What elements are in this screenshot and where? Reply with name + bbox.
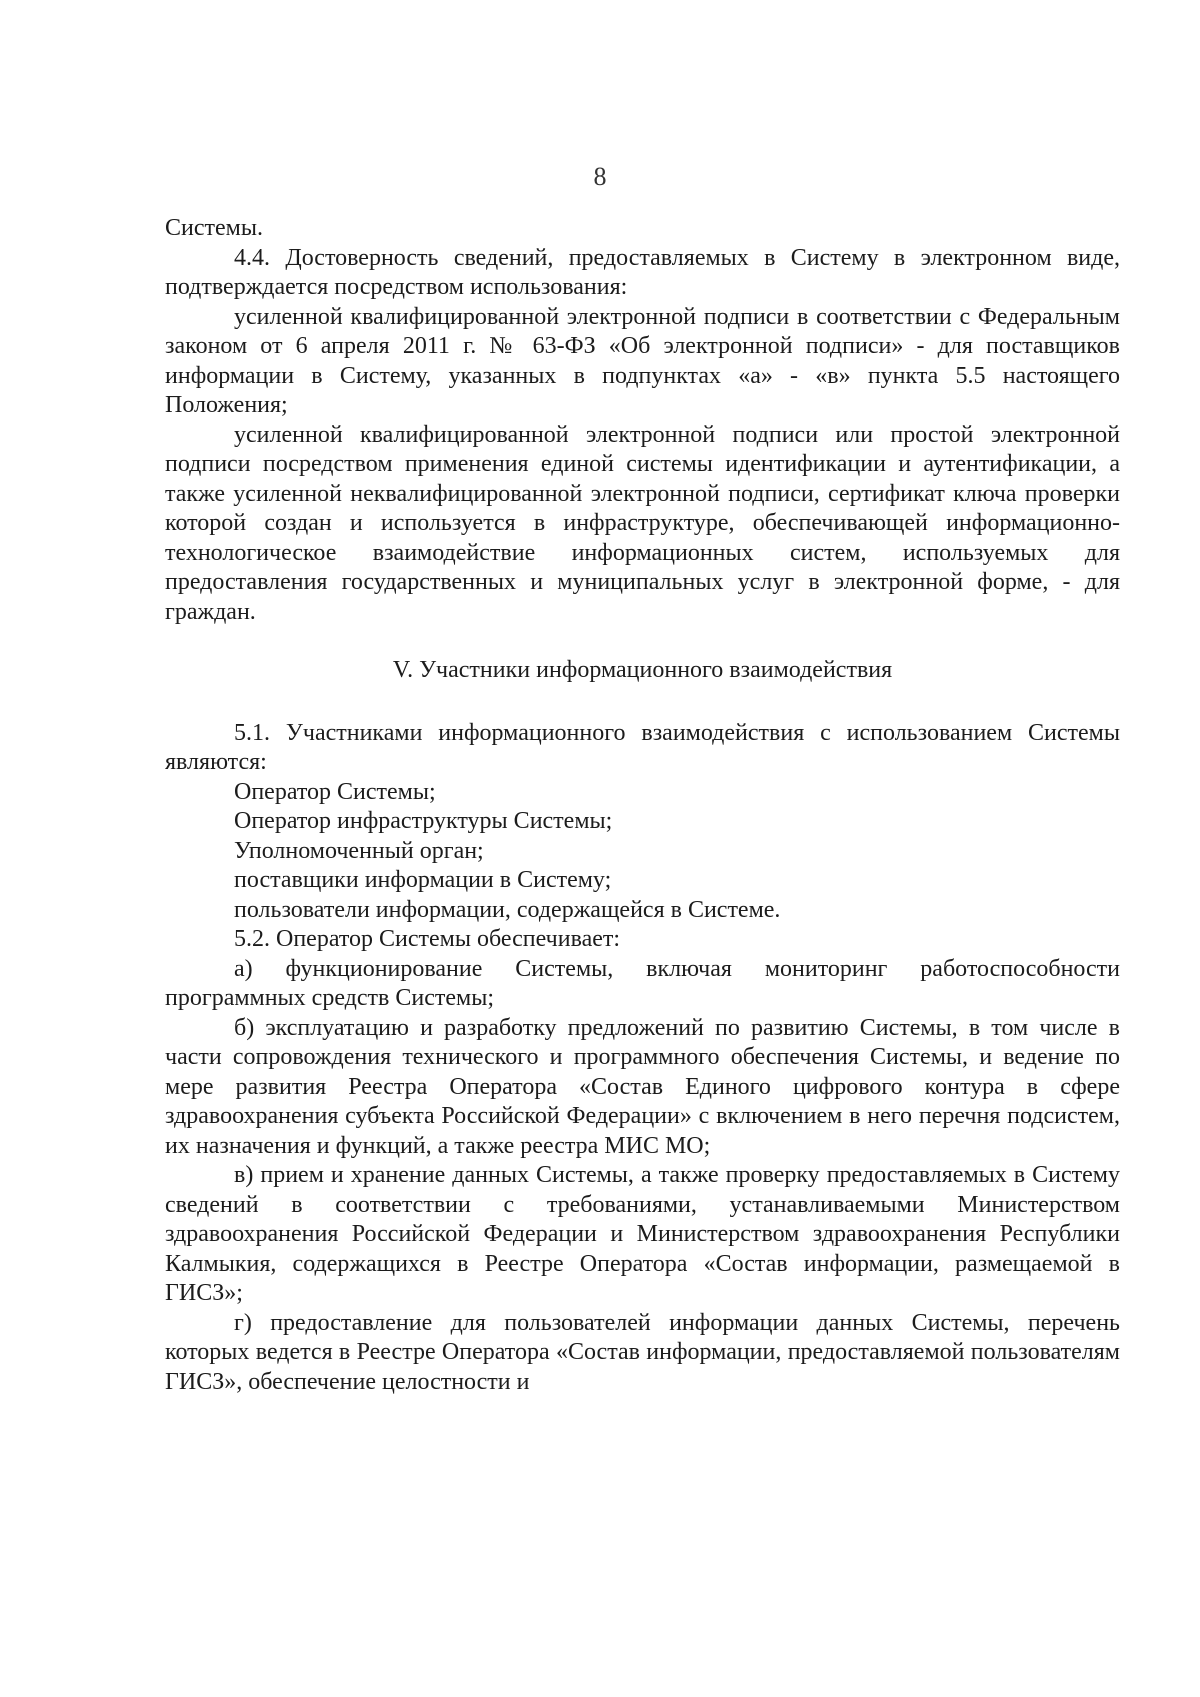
list-item-b: б) эксплуатацию и разработку предложений по развитию Системы, в том числе в части сопровождения технического и программного обеспечения Системы, и ведение по мере развития Реестра Оператора «Состав Единого цифрового контура в сфере здравоохранения субъекта Российской Федерации» с включением в него перечня подсистем, их назначения и функций, а также реестра МИС МО; (165, 1014, 1120, 1159)
paragraph-continuation: Системы. (165, 215, 263, 241)
list-item-suppliers: поставщики информации в Систему; (234, 867, 612, 893)
paragraph-5-2: 5.2. Оператор Системы обеспечивает: (234, 926, 621, 952)
paragraph-5-1: 5.1. Участниками информационного взаимодействия с использованием Системы являются: (165, 719, 1120, 775)
list-item-users: пользователи информации, содержащейся в Системе. (234, 896, 781, 923)
paragraph-simple-signature: усиленной квалифицированной электронной подписи или простой электронной подписи посредством применения единой системы идентификации и аутентификации, а также усиленной неквалифицированной электронной подписи, сертификат ключа проверки которой создан и используется в инфраструктуре, обеспечивающей информационно-технологическое взаимодействие информационных систем, используемых для предоставления государственных и муниципальных услуг в электронной форме, - для граждан. (165, 421, 1120, 625)
list-item-infrastructure-operator: Оператор инфраструктуры Системы; (234, 808, 613, 834)
paragraph-4-4: 4.4. Достоверность сведений, предоставляемых в Систему в электронном виде, подтверждается посредством использования: (165, 244, 1120, 300)
section-heading: V. Участники информационного взаимодействия (392, 657, 893, 683)
spacer (165, 627, 1120, 656)
paragraph-qualified-signature: усиленной квалифицированной электронной подписи в соответствии с Федеральным законом от 6 апреля 2011 г. № 63-ФЗ «Об электронной подписи» - для поставщиков информации в Систему, указанных в подпунктах «а» - «в» пункта 5.5 настоящего Положения; (165, 303, 1120, 418)
document-body (165, 214, 1120, 1397)
list-item-authorized-body: Уполномоченный орган; (234, 837, 484, 864)
page-number: 8 (593, 162, 607, 191)
list-item-operator: Оператор Системы; (234, 778, 436, 805)
list-item-a: а) функционирование Системы, включая мониторинг работоспособности программных средств Системы; (165, 955, 1120, 1011)
list-item-v: в) прием и хранение данных Системы, а также проверку предоставляемых в Систему сведений в соответствии с требованиями, устанавливаемыми Министерством здравоохранения Российской Федерации и Министерством здравоохранения Республики Калмыкия, содержащихся в Реестре Оператора «Состав информации, размещаемой в ГИСЗ»; (165, 1162, 1120, 1306)
list-item-g: г) предоставление для пользователей информации данных Системы, перечень которых ведется в Реестре Оператора «Состав информации, предоставляемой пользователям ГИСЗ», обеспечение целостности и (165, 1309, 1120, 1395)
spacer (165, 686, 1120, 719)
